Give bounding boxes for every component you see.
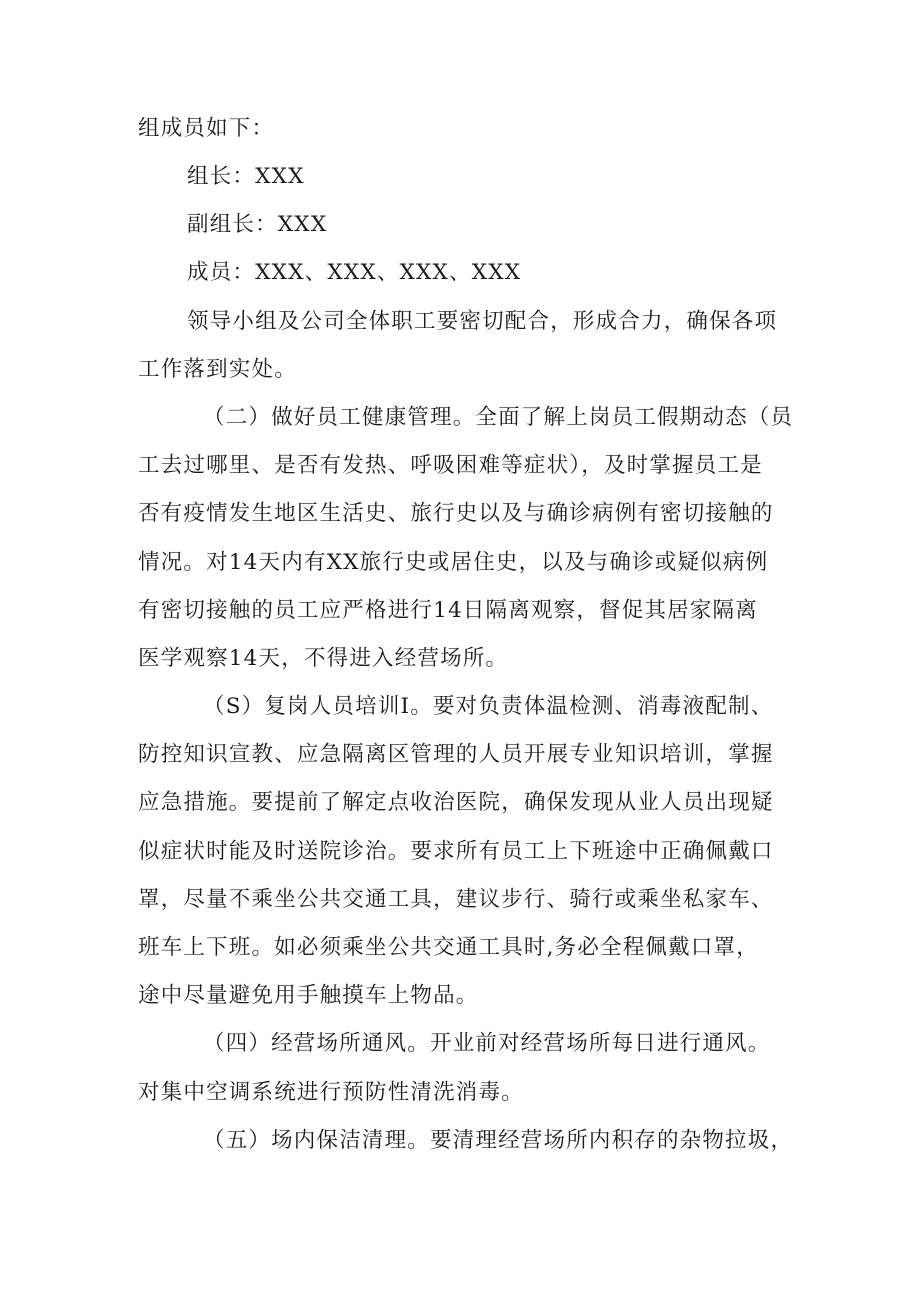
text-line: 否有疫情发生地区生活史、旅行史以及与确诊病例有密切接触的: [138, 501, 774, 526]
text-line: 班车上下班。如必须乘坐公共交通工具时,务必全程佩戴口罩，: [138, 935, 759, 960]
text-line: 罩，尽量不乘坐公共交通工具，建议步行、骑行或乘坐私家车、: [138, 887, 774, 912]
text-line: 途中尽量避免用手触摸车上物品。: [138, 983, 479, 1008]
text-line: 领导小组及公司全体职工要密切配合，形成合力，确保各项: [187, 309, 778, 334]
text-line: （S）复岗人员培训I。要对负责体温检测、消毒液配制、: [203, 694, 774, 719]
text-line: 工作落到实处。: [138, 357, 297, 382]
text-line: 工去过哪里、是否有发热、呼吸困难等症状），及时掌握员工是: [138, 453, 763, 478]
text-line: 有密切接触的员工应严格进行14日隔离观察，督促其居家隔离: [138, 598, 758, 623]
text-line: 防控知识宣教、应急隔离区管理的人员开展专业知识培训，掌握: [138, 742, 774, 767]
text-line: 情况。对14天内有XX旅行史或居住史，以及与确诊或疑似病例: [138, 550, 769, 575]
text-line: 医学观察14天，不得进入经营场所。: [138, 646, 509, 671]
text-line: 应急措施。要提前了解定点收治医院，确保发现从业人员出现疑: [138, 790, 774, 815]
text-line: （四）经营场所通风。开业前对经营场所每日进行通风。: [203, 1031, 771, 1056]
text-line: （五）场内保洁清理。要清理经营场所内积存的杂物拉圾，: [203, 1128, 794, 1153]
text-line: 对集中空调系统进行预防性清洗消毒。: [138, 1080, 524, 1105]
text-line: （二）做好员工健康管理。全面了解上岗员工假期动态（员: [203, 405, 794, 430]
text-line: 成员：XXX、XXX、XXX、XXX: [187, 260, 522, 285]
text-line: 组长：XXX: [187, 164, 305, 189]
text-line: 副组长：XXX: [187, 212, 328, 237]
text-line: 组成员如下：: [138, 116, 275, 141]
text-line: 似症状时能及时送院诊治。要求所有员工上下班途中正确佩戴口: [138, 839, 774, 864]
